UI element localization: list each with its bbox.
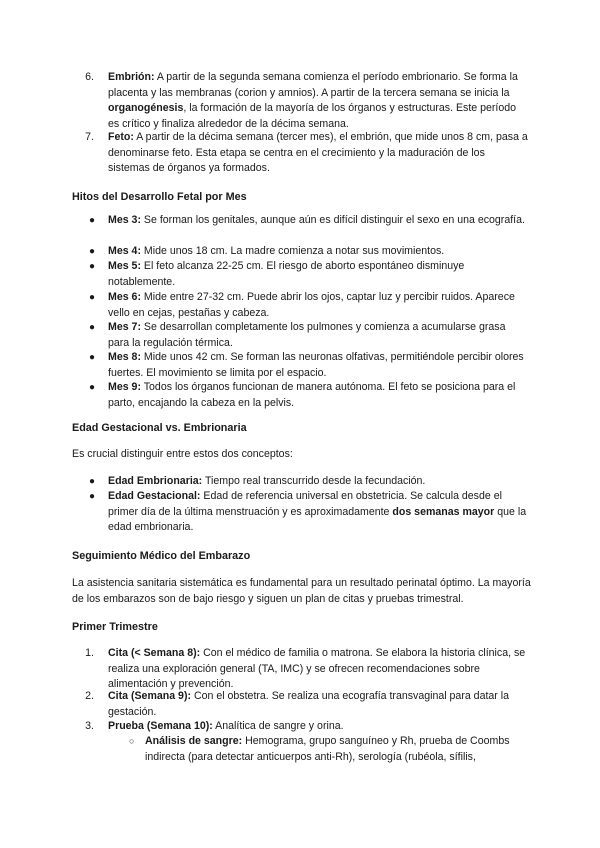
list-item-trimestre [108,646,528,693]
text: Mide entre 27-32 cm. Puede abrir los ojos, captar luz y percibir ruidos. Aparece vello en cejas, pestañas y cabeza. [108,291,515,319]
text: Mide unos 18 cm. La madre comienza a notar sus movimientos. [140,245,445,257]
list-item-mes [108,350,528,381]
list-item-mes [108,320,528,351]
text: El feto alcanza 22-25 cm. El riesgo de aborto espontáneo disminuye notablemente. [108,260,465,288]
term: Feto: [108,131,134,143]
term: Edad Embrionaria: [108,475,203,487]
list-item-mes [108,259,528,290]
text: que la edad embrionaria. [108,505,527,533]
term: Mes 4: [108,245,141,257]
bullet: ● [89,246,96,257]
list-item-mes [108,380,528,411]
bullet: ● [89,322,96,333]
list-item-feto [108,130,528,177]
term: Prueba (Semana 10): [108,720,213,732]
text: Todos los órganos funcionan de manera autónoma. El feto se posiciona para el parto, encajando la cabeza en la pelvis. [108,381,516,409]
text: Con el médico de familia o matrona. Se elabora la historia clínica, se realiza una exploración general (TA, IMC) y se ofrecen recomendaciones sobre alimentación y prevención. [108,647,526,690]
term: Cita (Semana 9): [108,690,192,702]
list-item-mes [108,290,528,321]
term: organogénesis [108,102,184,114]
text: Edad de referencia universal en obstetricia. Se calcula desde el primer día de la última menstruación y es aproximadamente [108,490,502,518]
bullet: ● [89,292,96,303]
list-number: 1. [85,647,94,659]
bullet: ● [89,491,96,502]
bullet: ● [89,382,96,393]
term: Cita (< Semana 8): [108,647,201,659]
text: A partir de la segunda semana comienza el período embrionario. Se forma la placenta y las membranas (corion y amnios). A partir de la tercera semana se inicia la [108,71,518,99]
text: A partir de la décima semana (tercer mes), el embrión, que mide unos 8 cm, pasa a denominarse feto. Esta etapa se centra en el crecimiento y la maduración de los sistemas de órganos ya formados. [108,131,528,174]
heading-seguimiento: Seguimiento Médico del Embarazo [72,550,251,562]
sub-list-item [145,734,530,765]
text: Tiempo real transcurrido desde la fecundación. [202,475,426,487]
term: Análisis de sangre: [145,735,243,747]
list-item-mes [108,244,528,260]
list-number: 2. [85,690,94,702]
term: dos semanas mayor [392,505,495,518]
heading-edad: Edad Gestacional vs. Embrionaria [72,422,247,434]
term: Edad Gestacional: [108,490,201,502]
list-item-trimestre [108,689,528,720]
text: Analítica de sangre y orina. [212,720,344,732]
bullet: ● [89,476,96,487]
heading-hitos: Hitos del Desarrollo Fetal por Mes [72,191,247,203]
list-item-trimestre [108,719,528,735]
list-item-edad [108,489,528,536]
heading-primer-trimestre: Primer Trimestre [72,621,158,633]
text: Se desarrollan completamente los pulmones y comienza a acumularse grasa para la regulación térmica. [108,321,506,349]
term: Mes 9: [108,381,141,393]
term: Mes 7: [108,321,141,333]
list-item-mes [108,213,528,229]
term: Embrión: [108,71,155,83]
bullet: ● [89,261,96,272]
term: Mes 5: [108,260,141,272]
text: , la formación de la mayoría de los órganos y estructuras. Este período es crítico y finaliza alrededor de la décima semana. [108,102,517,130]
text: Se forman los genitales, aunque aún es difícil distinguir el sexo en una ecografía. [140,214,525,226]
sub-bullet: ○ [129,736,135,746]
text: Hemograma, grupo sanguíneo y Rh, prueba de Coombs indirecta (para detectar anticuerpos anti-Rh), serología (rubéola, sífilis, [145,735,510,763]
text: Mide unos 42 cm. Se forman las neuronas olfativas, permitiéndole percibir olores fuertes. El movimiento se limita por el espacio. [108,351,524,379]
paragraph: Es crucial distinguir entre estos dos conceptos: [72,448,293,460]
list-number: 7. [85,131,94,143]
term: Mes 8: [108,351,141,363]
paragraph: La asistencia sanitaria sistemática es fundamental para un resultado perinatal óptimo. La mayoría de los embarazos son de bajo riesgo y siguen un plan de citas y pruebas trimestral. [72,577,531,605]
term: Mes 3: [108,214,141,226]
bullet: ● [89,215,96,226]
term: Mes 6: [108,291,141,303]
list-item-edad [108,474,528,490]
list-number: 6. [85,71,94,83]
bullet: ● [89,352,96,363]
list-number: 3. [85,720,94,732]
text: Con el obstetra. Se realiza una ecografía transvaginal para datar la gestación. [108,690,510,718]
list-item-embrion [108,70,528,132]
